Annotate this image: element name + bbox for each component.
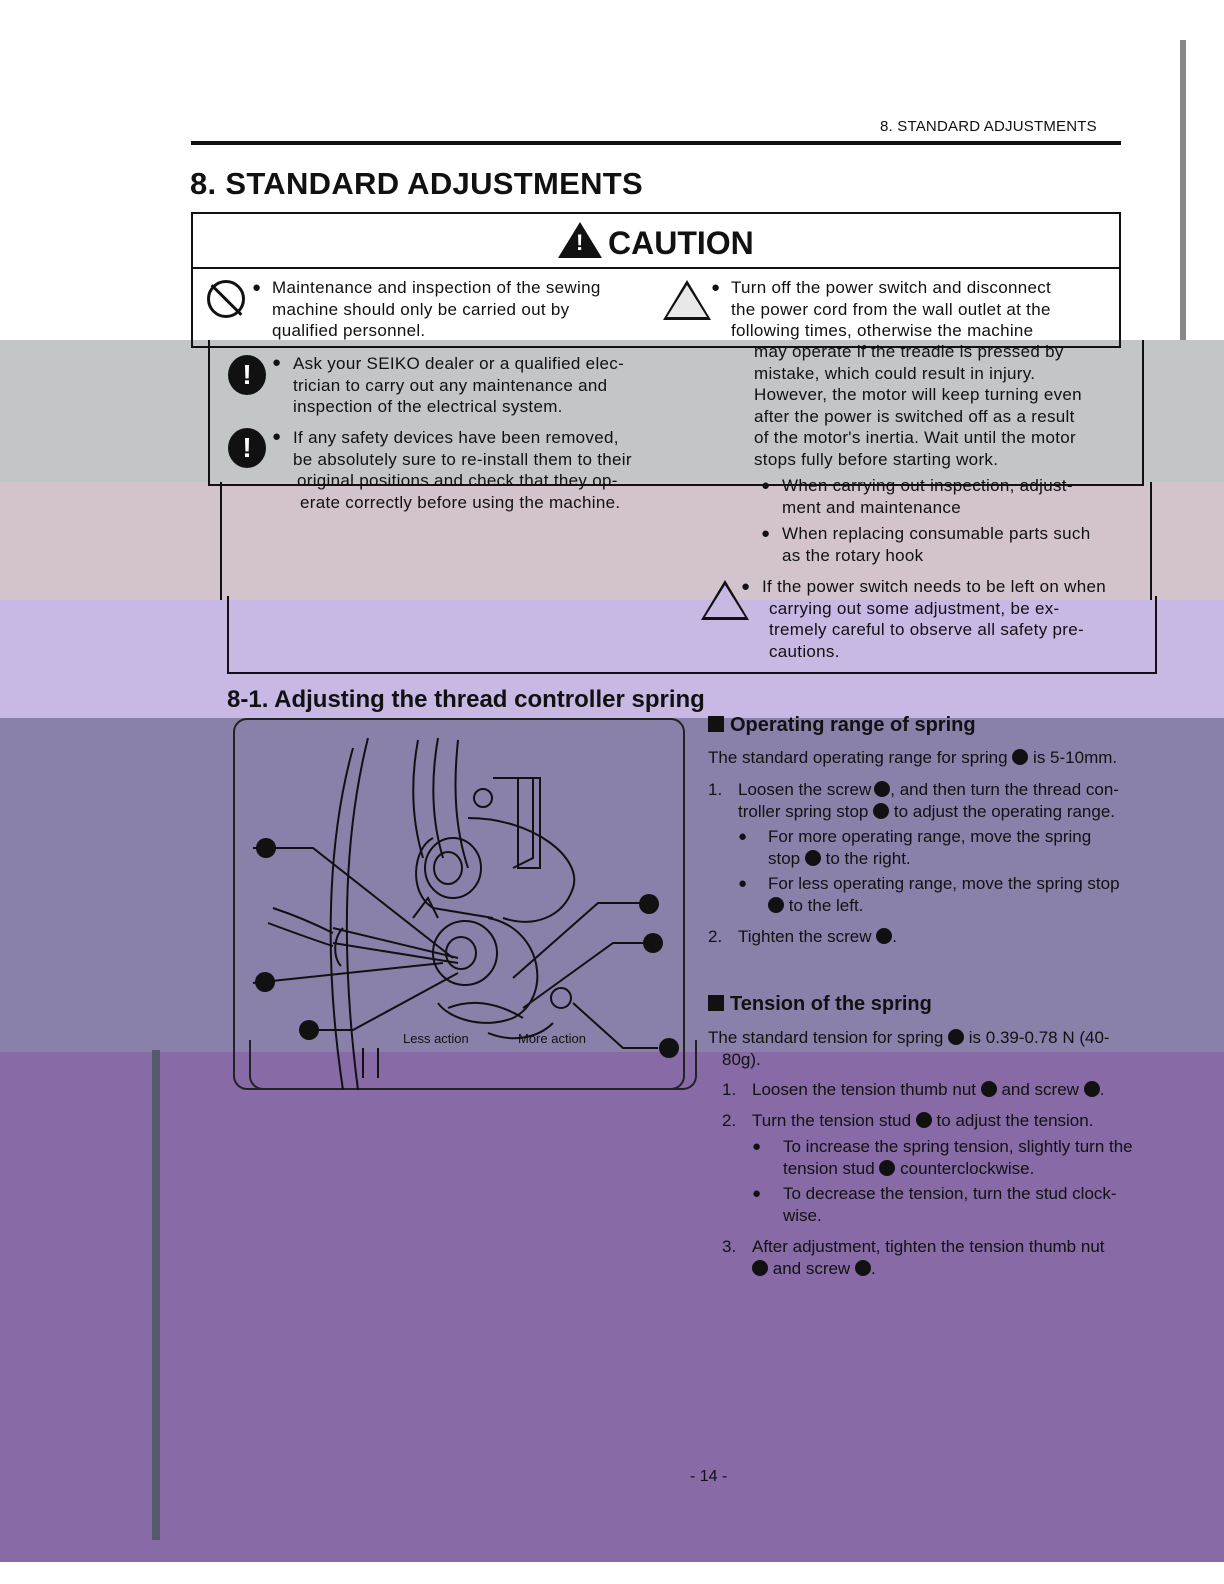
- line: tremely careful to observe all safety pre-: [769, 620, 1084, 639]
- bullet-dot: ●: [272, 354, 282, 371]
- callout-3-icon: [768, 897, 784, 913]
- line: original positions and check that they op-: [297, 471, 618, 490]
- text: To increase the spring tension, slightly turn the: [783, 1137, 1133, 1156]
- bullet-dot: ●: [738, 875, 748, 892]
- tension-step-1: [752, 1079, 1104, 1101]
- callout-1: [256, 838, 276, 858]
- less-action-label: Less action: [403, 1031, 469, 1046]
- bracket: [493, 778, 533, 868]
- callout-4-icon: [981, 1081, 997, 1097]
- text: troller spring stop: [738, 801, 869, 821]
- tension-heading: [708, 993, 932, 1016]
- bullet-dot: ●: [752, 1138, 762, 1155]
- text: For less operating range, move the spring stop: [768, 874, 1120, 893]
- callout-3-icon: [805, 850, 821, 866]
- caution-right-sub-2: [782, 523, 1090, 566]
- bullet-dot: ●: [272, 428, 282, 445]
- caution-title: [558, 222, 754, 262]
- tension-bullet-2: [783, 1183, 1117, 1226]
- line: as the rotary hook: [782, 545, 924, 565]
- callout-5-icon: [1084, 1081, 1100, 1097]
- line: machine should only be carried out by: [272, 299, 570, 319]
- line: mistake, which could result in injury.: [754, 363, 1036, 383]
- caution-left-item-3: [293, 427, 632, 513]
- rotation-arrow: [335, 928, 343, 966]
- bullet-dot: ●: [252, 279, 262, 296]
- line: carrying out some adjustment, be ex-: [769, 598, 1060, 618]
- text: is 5-10mm.: [1033, 748, 1118, 767]
- text: .: [870, 1258, 876, 1278]
- line: However, the motor will keep turning even: [754, 385, 1082, 404]
- heading-text: Tension of the spring: [730, 993, 932, 1015]
- scan-edge: [1180, 40, 1186, 340]
- callout-6-icon: [879, 1160, 895, 1176]
- text: to the left.: [788, 895, 864, 915]
- text: stop: [768, 848, 801, 868]
- operating-bullet-a: [768, 826, 1091, 869]
- line: If the power switch needs to be left on when: [762, 577, 1106, 596]
- operating-bullet-b: [768, 873, 1120, 916]
- step-number: 1.: [708, 780, 723, 799]
- text: to the right.: [825, 848, 911, 868]
- line: stops fully before starting work.: [754, 449, 999, 469]
- line: following times, otherwise the machine: [731, 321, 1034, 340]
- text: .: [892, 927, 898, 946]
- callout-5: [659, 1038, 679, 1058]
- bullet-dot: ●: [752, 1185, 762, 1202]
- operating-step-2: [738, 926, 897, 948]
- callout-2-icon: [876, 928, 892, 944]
- line: erate correctly before using the machine.: [300, 492, 621, 512]
- caution-right-last: [762, 576, 1106, 662]
- step-number: 1.: [722, 1080, 737, 1099]
- line: trician to carry out any maintenance and: [293, 375, 608, 395]
- text: to adjust the operating range.: [893, 801, 1116, 821]
- caution-divider: [191, 267, 1121, 269]
- line: the power cord from the wall outlet at the: [731, 299, 1051, 319]
- bullet-dot: ●: [711, 279, 721, 296]
- caution-right-main-a: [731, 277, 1051, 342]
- caution-left-item-2: [293, 353, 624, 418]
- text: 80g).: [722, 1049, 761, 1069]
- line: Maintenance and inspection of the sewing: [272, 278, 601, 297]
- text: The standard operating range for spring: [708, 748, 1008, 767]
- operating-intro: [708, 747, 1117, 769]
- caution-left-item-1: [272, 277, 601, 342]
- text: For more operating range, move the spring: [768, 827, 1092, 846]
- line: cautions.: [769, 641, 840, 661]
- step-number: 2.: [708, 927, 723, 946]
- square-bullet-icon: [708, 995, 724, 1011]
- callout-3-icon: [873, 803, 889, 819]
- fabric-line: [331, 748, 353, 1090]
- header-rule: [191, 141, 1121, 145]
- square-bullet-icon: [708, 716, 724, 732]
- callout-4-icon: [752, 1260, 768, 1276]
- text: The standard tension for spring: [708, 1028, 944, 1047]
- text: To decrease the tension, turn the stud clock-: [783, 1184, 1117, 1203]
- text: .: [1099, 1080, 1105, 1099]
- callout-6: [255, 972, 275, 992]
- page-title: 8. STANDARD ADJUSTMENTS: [190, 166, 643, 201]
- mandatory-icon: !: [228, 428, 266, 468]
- callout-1-icon: [1012, 749, 1028, 765]
- tension-step-2: [752, 1110, 1093, 1132]
- warning-triangle-icon: [558, 222, 602, 258]
- text: is 0.39-0.78 N (40-: [968, 1028, 1110, 1047]
- text: and screw: [1001, 1080, 1079, 1099]
- text: Loosen the screw: [738, 780, 872, 799]
- prohibition-icon: [207, 280, 245, 318]
- tension-intro: [708, 1027, 1178, 1070]
- callout-6-icon: [916, 1112, 932, 1128]
- caution-right-main-b: [754, 341, 1082, 470]
- text: Turn the tension stud: [752, 1111, 912, 1130]
- line: be absolutely sure to re-install them to their: [293, 449, 632, 469]
- line: Ask your SEIKO dealer or a qualified elec-: [293, 354, 625, 373]
- page-number: - 14 -: [690, 1468, 728, 1485]
- callout-3: [639, 894, 659, 914]
- text: to adjust the tension.: [936, 1111, 1094, 1130]
- text: wise.: [783, 1205, 822, 1225]
- text: After adjustment, tighten the tension thumb nut: [752, 1237, 1105, 1256]
- operating-range-heading: [708, 714, 976, 737]
- step-number: 2.: [722, 1111, 737, 1130]
- electric-shock-warning-icon: [663, 280, 711, 320]
- text: and screw: [772, 1258, 851, 1278]
- bullet-dot: ●: [741, 578, 751, 595]
- line: inspection of the electrical system.: [293, 397, 563, 416]
- line: ment and maintenance: [782, 497, 961, 517]
- step-number: 3.: [722, 1237, 737, 1256]
- line: When carrying out inspection, adjust-: [782, 476, 1073, 495]
- line: of the motor's inertia. Wait until the motor: [754, 428, 1076, 447]
- scan-band: [0, 1562, 1224, 1584]
- callout-2-icon: [874, 781, 890, 797]
- bullet-dot: ●: [738, 828, 748, 845]
- text: tension stud: [783, 1158, 875, 1178]
- more-action-label: More action: [518, 1031, 586, 1046]
- operating-step-1: [738, 779, 1178, 822]
- line: Turn off the power switch and disconnect: [731, 278, 1052, 297]
- text: , and then turn the thread con-: [890, 780, 1119, 799]
- section-title: 8-1. Adjusting the thread controller spring: [227, 686, 705, 713]
- callout-4: [299, 1020, 319, 1040]
- caution-right-sub-1: [782, 475, 1073, 518]
- heading-text: Operating range of spring: [730, 714, 976, 736]
- thread-controller-illustration: [233, 718, 685, 1090]
- line: may operate if the treadle is pressed by: [754, 342, 1064, 361]
- running-header: 8. STANDARD ADJUSTMENTS: [880, 118, 1097, 135]
- line: qualified personnel.: [272, 321, 426, 340]
- callout-2: [643, 933, 663, 953]
- tension-bullet-1: [783, 1136, 1133, 1179]
- line: When replacing consumable parts such: [782, 524, 1091, 543]
- mandatory-icon: !: [228, 355, 266, 395]
- callout-1-icon: [948, 1029, 964, 1045]
- tension-step-3: [752, 1236, 1105, 1279]
- bullet-dot: ●: [761, 477, 771, 494]
- caution-title-text: CAUTION: [608, 225, 754, 261]
- scan-edge: [152, 1050, 160, 1540]
- callout-5-icon: [855, 1260, 871, 1276]
- text: Loosen the tension thumb nut: [752, 1080, 976, 1099]
- line: after the power is switched off as a result: [754, 406, 1075, 426]
- text: counterclockwise.: [900, 1158, 1035, 1178]
- bullet-dot: ●: [761, 525, 771, 542]
- line: If any safety devices have been removed,: [293, 428, 619, 447]
- text: Tighten the screw: [738, 927, 872, 946]
